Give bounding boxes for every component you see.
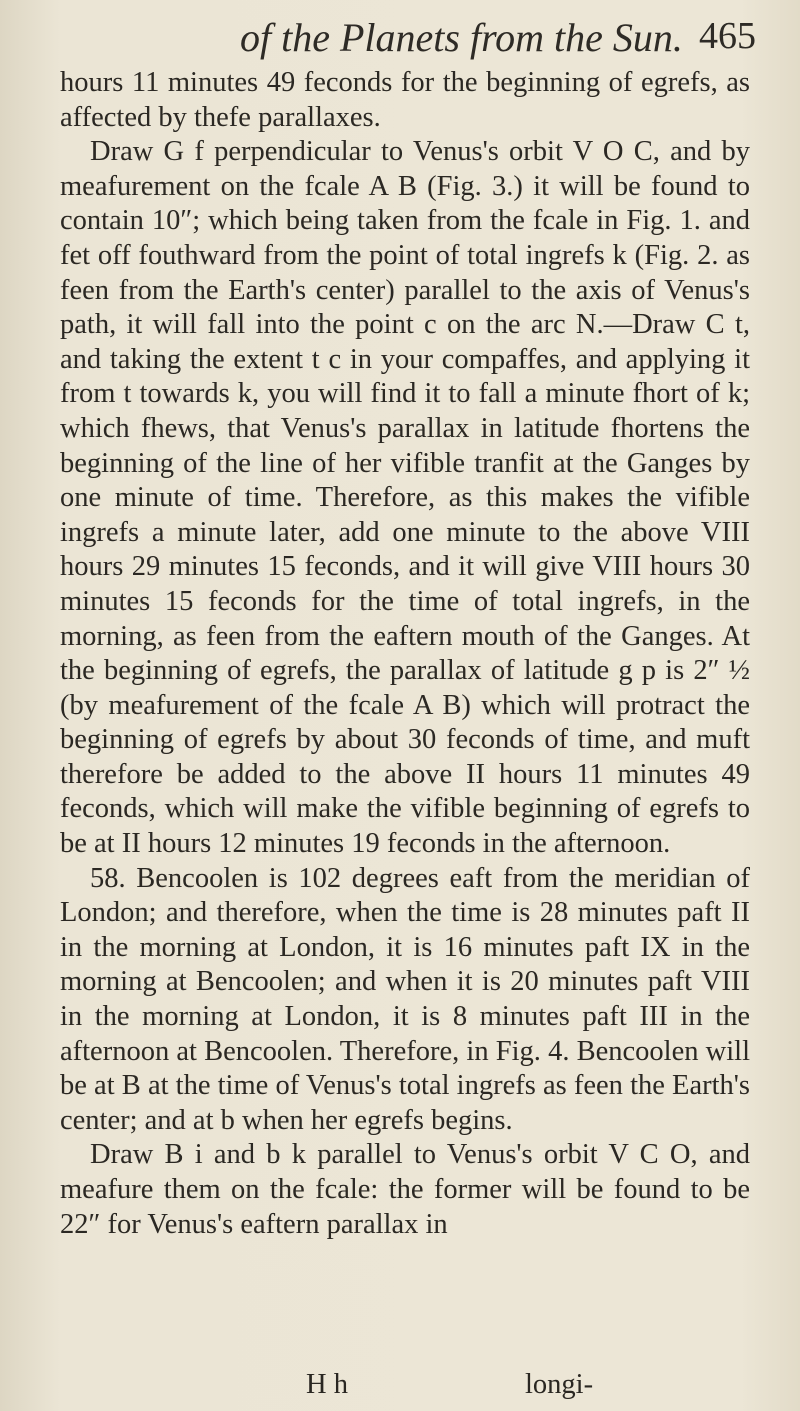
paragraph-1: hours 11 minutes 49 feconds for the beginning of egrefs, as affected by thefe parallaxes. — [60, 67, 750, 133]
catchword: longi- — [525, 1369, 594, 1400]
paragraph-4: Draw B i and b k parallel to Venus's orbit V C O, and meafure them on the fcale: the former will be found to be 22″ for Venus's eaftern parallax in — [60, 1139, 750, 1240]
running-title: of the Planets from the Sun. — [240, 15, 683, 60]
page-number: 465 — [699, 15, 756, 57]
signature-mark: H h — [306, 1369, 348, 1400]
body-text — [60, 66, 750, 1242]
paragraph-3: 58. Bencoolen is 102 degrees eaft from the meridian of London; and therefore, when the time is 28 minutes paft II in the morning at London, it is 16 minutes paft IX in the morning at Bencoolen; and when it is 20 minutes paft VIII in the morning at London, it is 8 minutes paft III in the afternoon at Bencoolen. Therefore, in Fig. 4. Bencoolen will be at B at the time of Venus's total ingrefs as feen the Earth's center; and at b when her egrefs begins. — [60, 862, 750, 1136]
paragraph-2: Draw G f perpendicular to Venus's orbit V O C, and by meafurement on the fcale A B (Fig. 3.) it will be found to contain 10″; which being taken from the fcale in Fig. 1. and fet off fouthward from the point of total ingrefs k (Fig. 2. as feen from the Earth's center) parallel to the axis of Venus's path, it will fall into the point c on the arc N.—Draw C t, and taking the extent t c in your compaffes, and applying it from t towards k, you will find it to fall a minute fhort of k; which fhews, that Venus's parallax in latitude fhortens the beginning of the line of her vifible tranfit at the Ganges by one minute of time. Therefore, as this makes the vifible ingrefs a minute later, add one minute to the above VIII hours 29 minutes 15 feconds, and it will give VIII hours 30 minutes 15 feconds for the time of total ingrefs, in the morning, as feen from the eaftern mouth of the Ganges. At the beginning of egrefs, the parallax of latitude g p is 2″ ½ (by meafurement of the fcale A B) which will protract the beginning of egrefs by about 30 feconds of time, and muft therefore be added to the above II hours 11 minutes 49 feconds, which will make the vifible beginning of egrefs to be at II hours 12 minutes 19 feconds in the afternoon. — [60, 136, 750, 860]
